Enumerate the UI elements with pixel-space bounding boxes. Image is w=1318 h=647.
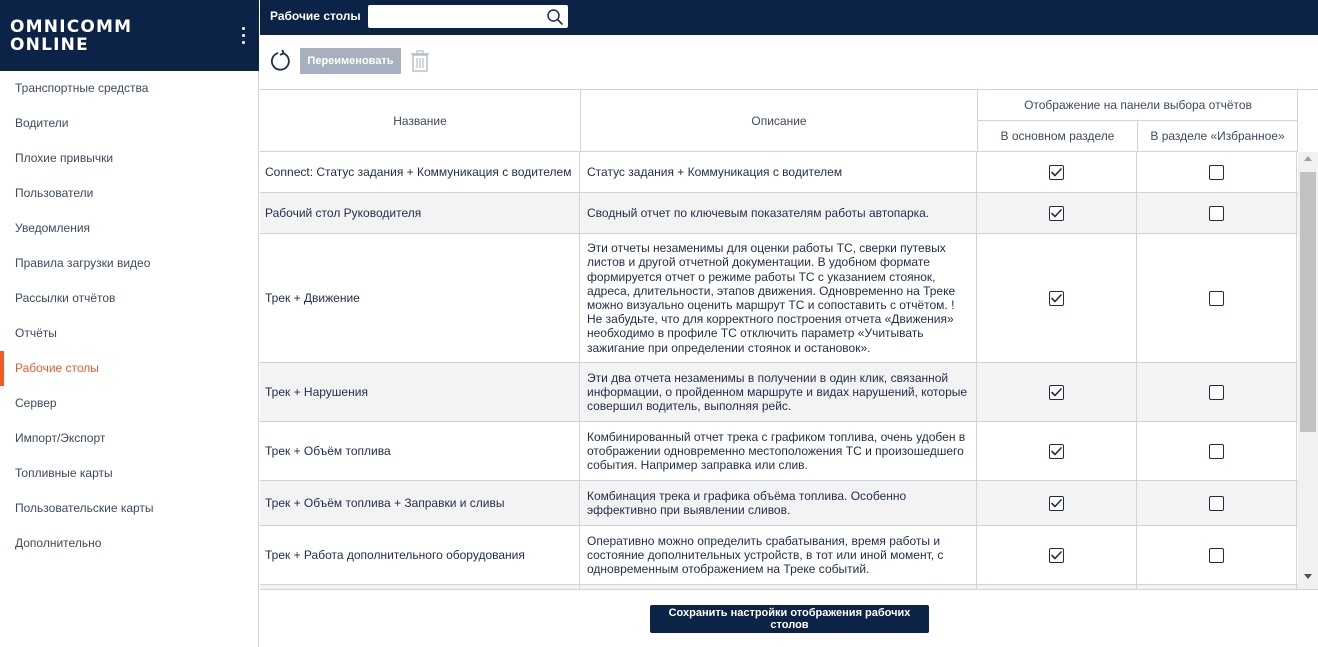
table-row[interactable] <box>260 422 1298 481</box>
column-header-main-section[interactable]: В основном разделе <box>1000 129 1115 143</box>
search-input[interactable] <box>368 5 540 28</box>
trash-icon[interactable] <box>410 50 430 72</box>
favorites-section-checkbox[interactable] <box>1209 496 1224 511</box>
favorites-section-cell <box>1137 526 1297 584</box>
search-box <box>368 5 568 28</box>
main-section-cell <box>977 152 1137 192</box>
favorites-section-checkbox[interactable] <box>1209 206 1224 221</box>
sidebar-item[interactable]: Уведомления <box>15 221 91 235</box>
sidebar-item[interactable]: Отчёты <box>15 326 57 340</box>
dashboards-table <box>260 89 1318 589</box>
row-name: Рабочий стол Руководителя <box>260 193 580 233</box>
logo-bar <box>0 0 259 71</box>
row-name: Трек + Работа дополнительного оборудования <box>260 526 580 584</box>
table-row[interactable] <box>260 193 1298 234</box>
row-description: Комбинация трека и графика объёма топлива. Особенно эффективно при выявлении сливов. <box>580 481 977 525</box>
favorites-section-cell <box>1137 363 1297 421</box>
favorites-section-checkbox[interactable] <box>1209 291 1224 306</box>
table-row[interactable] <box>260 481 1298 526</box>
sidebar-item[interactable]: Импорт/Экспорт <box>15 431 106 445</box>
logo-line-1: OMNICOMM <box>10 17 133 37</box>
refresh-icon[interactable] <box>268 49 292 73</box>
main-section-cell <box>977 234 1137 362</box>
scrollbar-thumb[interactable] <box>1300 172 1316 432</box>
sidebar-item[interactable]: Рассылки отчётов <box>15 291 116 305</box>
sidebar-item[interactable]: Пользователи <box>15 186 94 200</box>
row-description: Статус задания + Коммуникация с водителем <box>580 152 977 192</box>
sidebar-item[interactable]: Правила загрузки видео <box>15 256 151 270</box>
favorites-section-checkbox[interactable] <box>1209 385 1224 400</box>
sidebar <box>0 0 259 647</box>
favorites-section-checkbox[interactable] <box>1209 444 1224 459</box>
column-header-display-group: Отображение на панели выбора отчётов <box>1024 98 1252 112</box>
scroll-up-arrow-icon[interactable] <box>1304 156 1312 161</box>
footer-divider <box>260 589 1318 590</box>
top-bar <box>260 0 1318 35</box>
row-name: Трек + Нарушения <box>260 363 580 421</box>
row-name: Трек + Движение <box>260 234 580 362</box>
row-name: Connect: Статус задания + Коммуникация с водителем <box>260 152 580 192</box>
page-title: Рабочие столы <box>270 9 361 23</box>
main-section-checkbox[interactable] <box>1049 291 1064 306</box>
main-section-checkbox[interactable] <box>1049 206 1064 221</box>
table-row[interactable] <box>260 363 1298 422</box>
omnicomm-logo[interactable] <box>10 18 132 54</box>
main-section-cell <box>977 526 1137 584</box>
main-section-checkbox[interactable] <box>1049 496 1064 511</box>
row-name: Трек + Объём топлива + Заправки и сливы <box>260 481 580 525</box>
favorites-section-cell <box>1137 234 1297 362</box>
sidebar-item[interactable]: Пользовательские карты <box>15 501 154 515</box>
favorites-section-cell <box>1137 152 1297 192</box>
main-section-cell <box>977 363 1137 421</box>
save-display-settings-button[interactable]: Сохранить настройки отображения рабочих столов <box>650 605 929 633</box>
table-row[interactable] <box>260 234 1298 363</box>
sidebar-item[interactable]: Рабочие столы <box>0 351 259 386</box>
sidebar-item[interactable]: Водители <box>15 116 69 130</box>
sidebar-nav <box>0 71 259 561</box>
sidebar-item[interactable]: Сервер <box>15 396 57 410</box>
column-header-favorites-section[interactable]: В разделе «Избранное» <box>1150 129 1285 143</box>
column-header-description[interactable]: Описание <box>751 114 807 128</box>
scroll-down-arrow-icon[interactable] <box>1304 574 1312 579</box>
main-section-checkbox[interactable] <box>1049 165 1064 180</box>
row-name: Трек + Объём топлива <box>260 422 580 480</box>
row-description: Эти два отчета незаменимы в получении в один клик, связанной информации, о пройденном маршруте и видах нарушений, которые совершил водитель, выполняя рейс. <box>580 363 977 421</box>
table-row[interactable] <box>260 526 1298 585</box>
rename-button[interactable]: Переименовать <box>300 48 401 74</box>
table-body <box>260 152 1298 589</box>
favorites-section-checkbox[interactable] <box>1209 548 1224 563</box>
logo-line-2: ONLINE <box>10 35 89 55</box>
table-row[interactable] <box>260 152 1298 193</box>
main-section-checkbox[interactable] <box>1049 385 1064 400</box>
search-icon[interactable] <box>546 8 564 26</box>
main-section-cell <box>977 481 1137 525</box>
row-description: Эти отчеты незаменимы для оценки работы ТС, сверки путевых листов и другой отчетной документации. В удобном формате формируется отчет о режиме работы ТС с указанием стоянок, адреса, длительности, этапов движения. Одновременно на Треке можно визуально оценить маршрут ТС и сопоставить с отчётом. ! Не забудьте, что для корректного построения отчета «Движения» необходимо в профиле ТС отключить параметр «Учитывать зажигание при определении стоянок и остановок». <box>580 234 977 362</box>
sidebar-item[interactable]: Дополнительно <box>15 536 102 550</box>
main-section-checkbox[interactable] <box>1049 444 1064 459</box>
sidebar-item[interactable]: Топливные карты <box>15 466 113 480</box>
table-scrollbar[interactable] <box>1298 152 1318 589</box>
row-description: Сводный отчет по ключевым показателям работы автопарка. <box>580 193 977 233</box>
favorites-section-cell <box>1137 481 1297 525</box>
sidebar-item[interactable]: Плохие привычки <box>15 151 114 165</box>
favorites-section-checkbox[interactable] <box>1209 165 1224 180</box>
row-description: Оперативно можно определить срабатывания, время работы и состояние дополнительных устройств, в тот или иной момент, с одновременным отображением на Треке событий. <box>580 526 977 584</box>
favorites-section-cell <box>1137 193 1297 233</box>
more-vertical-icon[interactable] <box>238 24 250 46</box>
main-section-cell <box>977 422 1137 480</box>
main-section-cell <box>977 193 1137 233</box>
sidebar-item[interactable]: Транспортные средства <box>15 81 149 95</box>
favorites-section-cell <box>1137 422 1297 480</box>
table-header <box>260 90 1298 152</box>
column-header-name[interactable]: Название <box>393 114 447 128</box>
row-description: Комбинированный отчет трека с графиком топлива, очень удобен в отображении одновременно местоположения ТС и произошедшего события. Например заправка или слив. <box>580 422 977 480</box>
main-section-checkbox[interactable] <box>1049 548 1064 563</box>
